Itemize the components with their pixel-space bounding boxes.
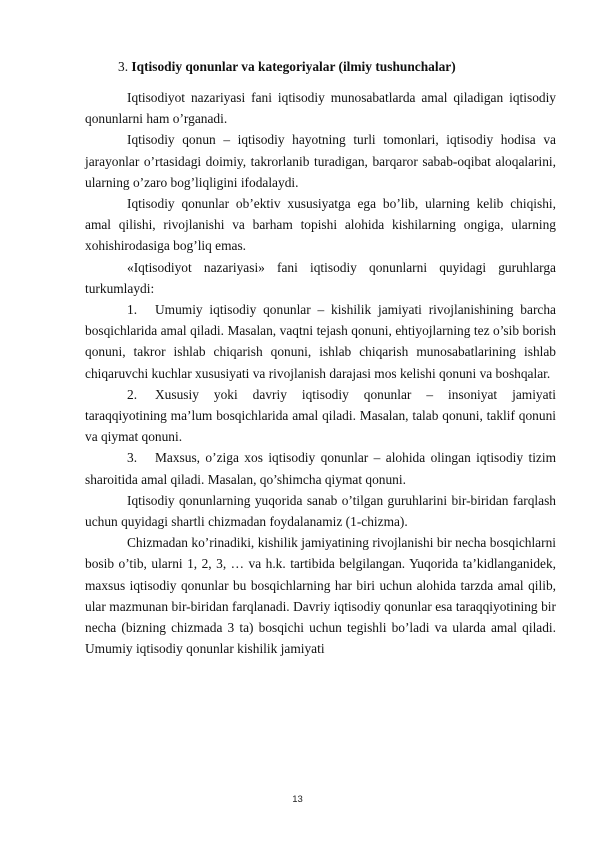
- paragraph-classification: «Iqtisodiyot nazariyasi» fani iqtisodiy qonunlarni quyidagi guruhlarga turkumlaydi:: [85, 259, 556, 296]
- section-number: 3.: [118, 59, 129, 74]
- section-heading: [85, 57, 556, 77]
- page-content: [85, 57, 556, 659]
- list-marker: 2.: [127, 386, 138, 402]
- paragraph-intro: Iqtisodiyot nazariyasi fani iqtisodiy munosabatlarda amal qiladigan iqtisodiy qonunlarni ham o’rganadi.: [85, 90, 556, 127]
- paragraph-definition: Iqtisodiy qonun – iqtisodiy hayotning turli tomonlari, iqtisodiy hodisa va jarayonlar o’rtasidagi doimiy, takrorlanib turadigan, barqaror sabab-oqibat aloqalarini, ularning o’zaro bog’liqligini ifodalaydi.: [85, 132, 556, 190]
- list-marker: 3.: [127, 450, 138, 466]
- page-number: 13: [292, 794, 303, 805]
- list-item-special-laws: [85, 447, 556, 489]
- section-title: Iqtisodiy qonunlar va kategoriyalar (ilmiy tushunchalar): [131, 59, 456, 74]
- list-item-general-laws: [85, 299, 556, 384]
- paragraph-diagram-explanation: Chizmadan ko’rinadiki, kishilik jamiyatining rivojlanishi bir necha bosqichlarni bosib o’tib, ularni 1, 2, 3, … va h.k. tartibida belgilangan. Yuqorida ta’kidlanganidek, maxsus iqtisodiy qonunlar bu bosqichlarning har biri uchun alohida tarzda amal qilib, ular mazmunan bir-biridan farqlanadi. Davriy iqtisodiy qonunlar esa taraqqiyotining bir necha (bizning chizmada 3 ta) bosqichi uchun tegishli bo’ladi va ularda amal qiladi. Umumiy iqtisodiy qonunlar kishilik jamiyati: [85, 535, 556, 657]
- list-marker: 1.: [127, 302, 138, 318]
- paragraph-objectivity: Iqtisodiy qonunlar ob’ektiv xususiyatga ega bo’lib, ularning kelib chiqishi, amal qilishi, rivojlanishi va barham topishi alohida kishilarning ongiga, ularning xohishirodasiga bog’liq emas.: [85, 196, 556, 254]
- list-item-periodic-laws: [85, 384, 556, 448]
- list-item-text: Xususiy yoki davriy iqtisodiy qonunlar – insoniyat jamiyati taraqqiyotining ma’lum bosqichlarida amal qiladi. Masalan, talab qonuni, taklif qonuni va qiymat qonuni.: [85, 386, 556, 445]
- list-item-text: Maxsus, o’ziga xos iqtisodiy qonunlar – alohida olingan iqtisodiy tizim sharoitida amal qiladi. Masalan, qo’shimcha qiymat qonuni.: [85, 450, 556, 487]
- list-item-text: Umumiy iqtisodiy qonunlar – kishilik jamiyati rivojlanishining barcha bosqichlarida amal qiladi. Masalan, vaqtni tejash qonuni, ehtiyojlarning tez o’sib borish qonuni, takror ishlab chiqarish qonuni, ishlab chiqarish munosabatlarining ishlab chiqaruvchi kuchlar xususiyati va rivojlanish darajasi mos kelishi qonuni va boshqalar.: [85, 302, 556, 381]
- paragraph-diagram-reference: Iqtisodiy qonunlarning yuqorida sanab o’tilgan guruhlarini bir-biridan farqlash uchun quyidagi shartli chizmadan foydalanamiz (1-chizma).: [85, 492, 556, 530]
